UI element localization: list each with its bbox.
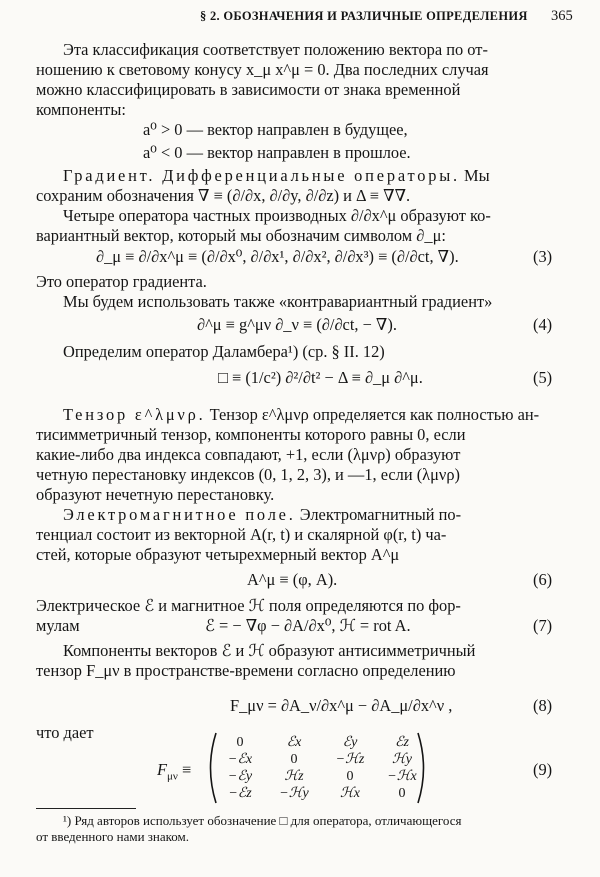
matrix-right-paren [418, 733, 424, 803]
matrix-cell-r1-c2: ℰx [286, 735, 302, 750]
em-line-1-rest: Электромагнитный по- [299, 505, 462, 524]
em-line-5: мулам [36, 616, 80, 635]
intro-line-2: ношению к световому конусу x_μ x^μ = 0. Два последних случая [36, 60, 489, 79]
matrix-cell-r3-c3: 0 [346, 769, 354, 784]
matrix-cell-r4-c1: −ℰz [228, 786, 252, 801]
equation-4: ∂^μ ≡ g^μν ∂_ν ≡ (∂/∂ct, − ∇). [197, 315, 397, 334]
matrix-cell-r3-c4: −ℋx [387, 769, 417, 784]
gradient-heading: Градиент. Дифференциальные операторы. [63, 166, 460, 185]
field-tensor-matrix [202, 730, 432, 806]
case-future: a⁰ > 0 — вектор направлен в будущее, [143, 120, 408, 139]
gradient-after-eq3: Это оператор градиента. [36, 272, 207, 291]
footnote-rule [36, 808, 136, 809]
gradient-line-3: Четыре оператора частных производных ∂/∂x^μ образуют ко- [63, 206, 491, 225]
tensor-line-3: какие-либо два индекса совпадают, +1, если (λμνρ) образуют [36, 445, 461, 464]
em-paragraph-start [63, 505, 461, 524]
matrix-cell-r3-c2: ℋz [284, 769, 304, 784]
equation-6-number: (6) [533, 570, 553, 589]
tensor-line-1-rest: Тензор ε^λμνρ определяется как полностью ан- [209, 405, 540, 424]
gradient-line-4: вариантный вектор, который мы обозначим символом ∂_μ: [36, 226, 446, 245]
em-line-4: Электрическое ℰ и магнитное ℋ поля определяются по фор- [36, 596, 461, 615]
equation-7: ℰ = − ∇φ − ∂A/∂x⁰, ℋ = rot A. [205, 616, 411, 635]
intro-line-1: Эта классификация соответствует положению вектора по от- [63, 40, 488, 59]
matrix-cell-r1-c1: 0 [236, 735, 244, 750]
matrix-cell-r1-c4: ℰz [395, 735, 409, 750]
em-line-6: Компоненты векторов ℰ и ℋ образуют антисимметричный [63, 641, 476, 660]
matrix-left-paren [211, 733, 217, 803]
tensor-line-2: тисимметричный тензор, компоненты которого равны 0, если [36, 425, 466, 444]
equation-8: F_μν = ∂A_ν/∂x^μ − ∂A_μ/∂x^ν , [230, 696, 453, 715]
em-line-7: тензор F_μν в пространстве-времени согласно определению [36, 661, 456, 680]
matrix-cell-r2-c4: ℋy [391, 752, 413, 767]
equation-4-number: (4) [533, 315, 553, 334]
section-title: § 2. ОБОЗНАЧЕНИЯ И РАЗЛИЧНЫЕ ОПРЕДЕЛЕНИЯ [200, 9, 528, 23]
equation-9-number: (9) [533, 760, 553, 779]
matrix-cell-r4-c3: ℋx [339, 786, 361, 801]
tensor-line-5: образуют нечетную перестановку. [36, 485, 275, 504]
matrix-cell-r4-c4: 0 [398, 786, 406, 801]
gradient-line-2: сохраним обозначения ∇ ≡ (∂/∂x, ∂/∂y, ∂/∂z) и Δ ≡ ∇∇. [36, 186, 411, 205]
equation-3-number: (3) [533, 247, 553, 266]
matrix-cell-r4-c2: −ℋy [279, 786, 309, 801]
equation-3: ∂_μ ≡ ∂/∂x^μ ≡ (∂/∂x⁰, ∂/∂x¹, ∂/∂x², ∂/∂x³) ≡ (∂/∂ct, ∇). [96, 247, 459, 266]
footnote-line-1: ¹) Ряд авторов использует обозначение □ для оператора, отличающегося [63, 813, 462, 828]
running-head [0, 6, 600, 30]
tensor-paragraph-start [63, 405, 539, 424]
em-line-2: тенциал состоит из векторной A(r, t) и скалярной φ(r, t) ча- [36, 525, 447, 544]
gradient-line-1-rest: Мы [464, 166, 490, 185]
equation-6: A^μ ≡ (φ, A). [247, 570, 338, 589]
tensor-heading: Тензор ε^λμνρ. [63, 405, 206, 424]
dalembert-intro: Определим оператор Даламбера¹) (ср. § II. 12) [63, 342, 385, 361]
footnote-line-2: от введенного нами знаком. [36, 829, 190, 844]
equation-5: □ ≡ (1/c²) ∂²/∂t² − Δ ≡ ∂_μ ∂^μ. [218, 368, 423, 387]
gradient-paragraph-start [63, 166, 490, 185]
contravariant-intro: Мы будем использовать также «контравариантный градиент» [63, 292, 493, 311]
matrix-cell-r2-c3: −ℋz [335, 752, 365, 767]
em-gives: что дает [36, 723, 94, 742]
equation-7-number: (7) [533, 616, 553, 635]
page-number: 365 [551, 8, 573, 24]
case-past: a⁰ < 0 — вектор направлен в прошлое. [143, 143, 411, 162]
tensor-line-4: четную перестановку индексов (0, 1, 2, 3), и —1, если (λμνρ) [36, 465, 460, 484]
matrix-cell-r2-c1: −ℰx [227, 752, 253, 767]
matrix-cell-r1-c3: ℰy [342, 735, 358, 750]
matrix-cell-r2-c2: 0 [290, 752, 298, 767]
matrix-cell-r3-c1: −ℰy [227, 769, 253, 784]
equation-8-number: (8) [533, 696, 553, 715]
intro-line-4: компоненты: [36, 100, 126, 119]
equation-5-number: (5) [533, 368, 553, 387]
em-heading: Электромагнитное поле. [63, 505, 296, 524]
intro-line-3: можно классифицировать в зависимости от знака временной [36, 80, 461, 99]
matrix-lhs: $F_{\mu\nu}$ ≡ [157, 760, 192, 783]
em-line-3: стей, которые образуют четырехмерный вектор A^μ [36, 545, 400, 564]
